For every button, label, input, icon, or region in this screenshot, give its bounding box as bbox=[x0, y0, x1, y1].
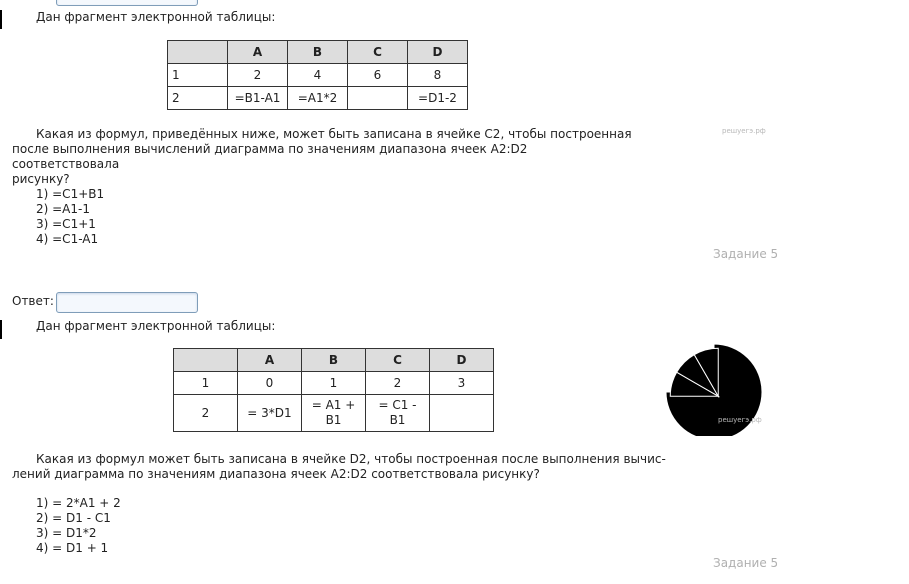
table-row bbox=[168, 64, 468, 87]
option-3: 3) =C1+1 bbox=[36, 217, 96, 231]
header-cell-c: C bbox=[348, 41, 408, 64]
table-cell: 4 bbox=[288, 64, 348, 87]
answer-options bbox=[36, 187, 104, 247]
question-line: после выполнения вычислений диаграмма по значениям диапазона ячеек A2:D2 соответствовала bbox=[12, 142, 528, 171]
option-1: 1) =C1+B1 bbox=[36, 187, 105, 201]
header-cell-a: A bbox=[228, 41, 288, 64]
table-cell: 0 bbox=[238, 372, 302, 395]
header-cell-c: C bbox=[366, 349, 430, 372]
option-2: 2) = D1 - C1 bbox=[36, 511, 111, 525]
header-cell-corner bbox=[174, 349, 238, 372]
pie-chart-2 bbox=[658, 336, 782, 436]
header-cell-d: D bbox=[408, 41, 468, 64]
table-cell: = C1 - B1 bbox=[366, 395, 430, 432]
question-line: рисунку? bbox=[12, 172, 70, 186]
table-cell: = 3*D1 bbox=[238, 395, 302, 432]
table-cell bbox=[430, 395, 494, 432]
table-cell bbox=[348, 87, 408, 110]
task-number-label: Задание 5 bbox=[713, 556, 779, 570]
task-intro: Дан фрагмент электронной таблицы: bbox=[36, 10, 276, 24]
watermark: решуегэ.рф bbox=[718, 416, 762, 424]
pie-chart-1 bbox=[628, 14, 774, 160]
table-cell: =D1-2 bbox=[408, 87, 468, 110]
table-cell: 2 bbox=[228, 64, 288, 87]
question-line: Какая из формул, приведённых ниже, может быть записана в ячейке C2, чтобы построенная bbox=[36, 127, 632, 141]
row-header: 1 bbox=[168, 64, 228, 87]
question-line: Какая из формул может быть записана в ячейке D2, чтобы построенная после выполнения вычис- bbox=[36, 452, 666, 466]
table-row bbox=[174, 372, 494, 395]
table-cell: =B1-A1 bbox=[228, 87, 288, 110]
answer-input[interactable] bbox=[56, 292, 198, 313]
task-marker bbox=[0, 320, 2, 339]
option-2: 2) =A1-1 bbox=[36, 202, 90, 216]
table-cell: 1 bbox=[302, 372, 366, 395]
task-marker bbox=[0, 10, 2, 29]
table-cell: = A1 + B1 bbox=[302, 395, 366, 432]
table-row bbox=[168, 87, 468, 110]
task-intro: Дан фрагмент электронной таблицы: bbox=[36, 319, 276, 333]
answer-input-previous[interactable] bbox=[56, 0, 198, 6]
task-number-label: Задание 5 bbox=[713, 247, 779, 261]
table-cell: 3 bbox=[430, 372, 494, 395]
option-4: 4) = D1 + 1 bbox=[36, 541, 109, 555]
header-cell-b: B bbox=[288, 41, 348, 64]
task-question bbox=[12, 452, 672, 482]
header-cell-a: A bbox=[238, 349, 302, 372]
table-row bbox=[174, 395, 494, 432]
table-header-row bbox=[168, 41, 468, 64]
header-cell-b: B bbox=[302, 349, 366, 372]
table-cell: 6 bbox=[348, 64, 408, 87]
table-header-row bbox=[174, 349, 494, 372]
spreadsheet-fragment bbox=[167, 40, 468, 110]
row-header: 2 bbox=[174, 395, 238, 432]
question-line: лений диаграмма по значениям диапазона ячеек A2:D2 соответствовала рисунку? bbox=[12, 467, 540, 481]
watermark: решуегэ.рф bbox=[722, 127, 766, 135]
table-cell: 8 bbox=[408, 64, 468, 87]
row-header: 1 bbox=[174, 372, 238, 395]
table-cell: =A1*2 bbox=[288, 87, 348, 110]
option-1: 1) = 2*A1 + 2 bbox=[36, 496, 121, 510]
table-cell: 2 bbox=[366, 372, 430, 395]
answer-label: Ответ: bbox=[12, 294, 54, 308]
answer-options bbox=[36, 496, 121, 556]
task-question bbox=[12, 127, 632, 187]
header-cell-d: D bbox=[430, 349, 494, 372]
option-3: 3) = D1*2 bbox=[36, 526, 97, 540]
header-cell-corner bbox=[168, 41, 228, 64]
option-4: 4) =C1-A1 bbox=[36, 232, 99, 246]
spreadsheet-fragment bbox=[173, 348, 494, 432]
row-header: 2 bbox=[168, 87, 228, 110]
